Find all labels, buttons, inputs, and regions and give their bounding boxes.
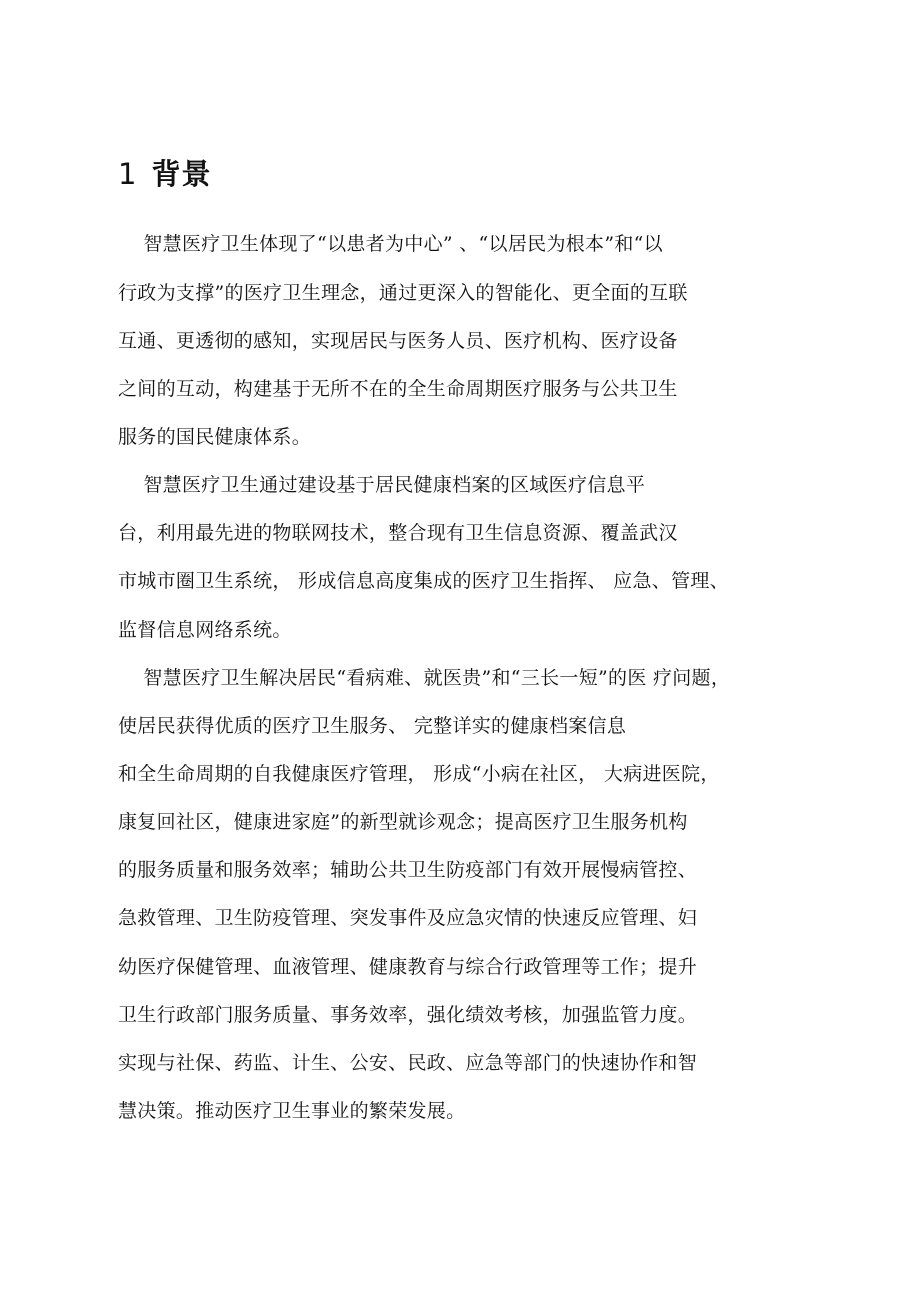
text-line: 行政为支撑”的医疗卫生理念，通过更深入的智能化、更全面的互联 [118, 282, 688, 304]
text-line: 之间的互动，构建基于无所不在的全生命周期医疗服务与公共卫生 [118, 378, 678, 400]
text-line: 康复回社区，健康进家庭”的新型就诊观念；提高医疗卫生服务机构 [118, 811, 688, 833]
section-title: 背景 [151, 157, 212, 191]
text-line: 急救管理、卫生防疫管理、突发事件及应急灾情的快速反应管理、妇 [118, 907, 698, 929]
text-line: 市城市圈卫生系统， 形成信息高度集成的医疗卫生指挥、 应急、管理、 [118, 570, 729, 592]
text-line: 互通、更透彻的感知，实现居民与医务人员、医疗机构、医疗设备 [118, 330, 678, 352]
text-line: 幼医疗保健管理、血液管理、健康教育与综合行政管理等工作；提升 [118, 956, 698, 978]
text-line: 卫生行政部门服务质量、事务效率，强化绩效考核，加强监管力度。 [118, 1004, 698, 1026]
text-line: 实现与社保、药监、计生、公安、民政、应急等部门的快速协作和智 [118, 1052, 698, 1074]
text-line: 使居民获得优质的医疗卫生服务、 完整详实的健康档案信息 [118, 715, 627, 737]
text-line: 的服务质量和服务效率；辅助公共卫生防疫部门有效开展慢病管控、 [118, 859, 698, 881]
text-line: 慧决策。推动医疗卫生事业的繁荣发展。 [118, 1100, 466, 1122]
text-line: 智慧医疗卫生通过建设基于居民健康档案的区域医疗信息平 [118, 474, 646, 496]
text-line: 服务的国民健康体系。 [118, 426, 312, 448]
text-line: 监督信息网络系统。 [118, 619, 292, 641]
text-line: 智慧医疗卫生体现了“以患者为中心” 、“以居民为根本”和“以 [118, 233, 663, 255]
section-number: 1 [118, 157, 138, 191]
section-heading [118, 152, 211, 193]
text-line: 智慧医疗卫生解决居民“看病难、就医贵”和“三长一短”的医 疗问题， [118, 667, 731, 689]
text-line: 和全生命周期的自我健康医疗管理， 形成“小病在社区， 大病进医院， [118, 763, 720, 785]
text-line: 台，利用最先进的物联网技术，整合现有卫生信息资源、覆盖武汉 [118, 522, 678, 544]
